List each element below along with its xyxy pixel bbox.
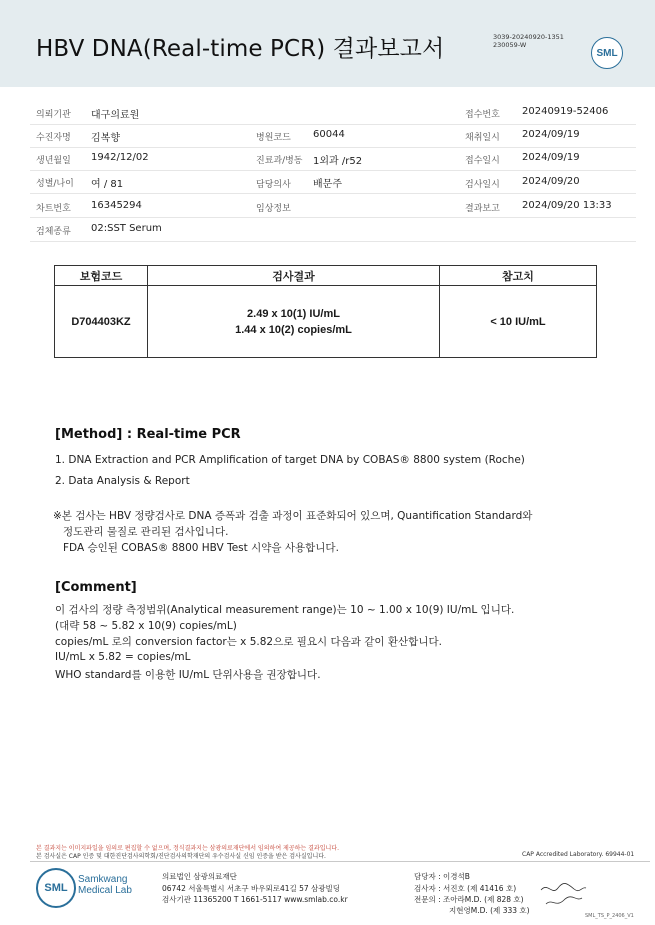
report-code-line1: 3039-20240920-1351: [493, 33, 564, 41]
doctor-label: 담당의사: [256, 180, 291, 190]
method-step-1: 1. DNA Extraction and PCR Amplification of target DNA by COBAS® 8800 system (Roche): [55, 454, 525, 466]
sml-logo-icon: SML: [591, 37, 623, 69]
method-note-1: ※본 검사는 HBV 정량검사로 DNA 증폭과 검출 과정이 표준화되어 있으며, Quantification Standard와: [53, 510, 533, 522]
method-step-2: 2. Data Analysis & Report: [55, 475, 190, 487]
comment-title: [Comment]: [55, 580, 137, 595]
report-code-line2: 230059-W: [493, 41, 527, 49]
dept-value: 1외과 /r52: [313, 156, 363, 167]
cap-accreditation: CAP Accredited Laboratory. 69944-01: [522, 851, 635, 858]
chart-no-value: 16345294: [91, 200, 142, 211]
report-date-label: 결과보고: [465, 204, 500, 214]
sml-footer-logo-icon: SML: [36, 868, 76, 908]
test-date-label: 검사일시: [465, 180, 500, 190]
receipt-no-value: 20240919-52406: [522, 106, 609, 117]
col-insurance-code: 보험코드: [55, 266, 148, 286]
staff-line-4: 지현영M.D. (제 333 호): [449, 906, 530, 915]
col-result: 검사결과: [148, 266, 440, 286]
comment-line-1: 이 검사의 정량 측정범위(Analytical measurement range)는 10 ~ 1.00 x 10(9) IU/mL 입니다.: [55, 604, 515, 616]
comment-line-4: IU/mL x 5.82 = copies/mL: [55, 651, 191, 663]
receive-date-label: 접수일시: [465, 156, 500, 166]
org-contact: 검사기관 11365200 T 1661-5117 www.smlab.co.kr: [162, 895, 348, 904]
sex-age-label: 성별/나이: [36, 179, 74, 189]
ward-code-value: 60044: [313, 129, 345, 140]
form-code: SML_TS_P_2406_V1: [585, 913, 634, 919]
footer-notice-red: 본 결과지는 이미지파일을 임의로 편집할 수 없으며, 정식결과지는 삼광의료재단에서 임의하여 제공하는 결과입니다.: [36, 845, 340, 852]
result-table-header: [55, 266, 597, 286]
result-iu: 2.49 x 10(1) IU/mL: [247, 307, 340, 320]
method-note-2: 정도관리 물질로 관리된 검사입니다.: [63, 526, 229, 538]
insurance-code: D704403KZ: [55, 286, 148, 358]
brand-name: Samkwang Medical Lab: [78, 874, 132, 896]
comment-line-2: (대략 58 ~ 5.82 x 10(9) copies/mL): [55, 620, 237, 632]
receipt-no-label: 접수번호: [465, 110, 500, 120]
sex-age-value: 여 / 81: [91, 179, 124, 190]
report-title: HBV DNA(Real-time PCR) 결과보고서: [36, 36, 445, 62]
staff-line-2: 검사자 : 서진호 (제 41416 호): [414, 884, 517, 893]
birth-label: 생년월일: [36, 156, 71, 166]
patient-label: 수진자명: [36, 133, 71, 143]
method-title: [Method] : Real-time PCR: [55, 427, 241, 442]
report-date-value: 2024/09/20 13:33: [522, 200, 612, 211]
institution-value: 대구의료원: [91, 110, 140, 121]
comment-line-3: copies/mL 로의 conversion factor는 x 5.82으로 필요시 다음과 같이 환산합니다.: [55, 636, 442, 648]
org-address: 06742 서울특별시 서초구 바우뫼로41길 57 삼광빌딩: [162, 884, 341, 893]
collect-date-value: 2024/09/19: [522, 129, 580, 140]
test-date-value: 2024/09/20: [522, 176, 580, 187]
comment-line-5: WHO standard를 이용한 IU/mL 단위사용을 권장합니다.: [55, 669, 321, 681]
result-table: [54, 265, 597, 358]
receive-date-value: 2024/09/19: [522, 152, 580, 163]
doctor-value: 배문주: [313, 179, 342, 190]
reference-value: < 10 IU/mL: [440, 286, 597, 358]
chart-no-label: 차트번호: [36, 204, 71, 214]
specimen-label: 검체종류: [36, 227, 71, 237]
clinical-label: 임상정보: [256, 204, 291, 214]
method-note-3: FDA 승인된 COBAS® 8800 HBV Test 시약을 사용합니다.: [63, 542, 339, 554]
org-name: 의료법인 삼광의료재단: [162, 872, 237, 881]
birth-value: 1942/12/02: [91, 152, 149, 163]
institution-label: 의뢰기관: [36, 110, 71, 120]
ward-code-label: 병원코드: [256, 133, 291, 143]
staff-line-3: 전문의 : 조아라M.D. (제 828 호): [414, 895, 524, 904]
patient-value: 김복향: [91, 133, 120, 144]
signature-icon: [538, 880, 588, 910]
result-copies: 1.44 x 10(2) copies/mL: [235, 323, 352, 336]
specimen-value: 02:SST Serum: [91, 223, 162, 234]
table-row: [55, 286, 597, 358]
staff-line-1: 담당자 : 이경석B: [414, 872, 470, 881]
footer-notice: 본 검사실은 CAP 인증 및 대한진단검사의학회/진단검사의학재단의 우수검사실 신임 인증을 받은 검사실입니다.: [36, 853, 326, 860]
col-reference: 참고치: [440, 266, 597, 286]
result-cell: [148, 286, 440, 358]
footer-divider: [30, 861, 650, 862]
collect-date-label: 채취일시: [465, 133, 500, 143]
dept-label: 진료과/병동: [256, 156, 303, 166]
